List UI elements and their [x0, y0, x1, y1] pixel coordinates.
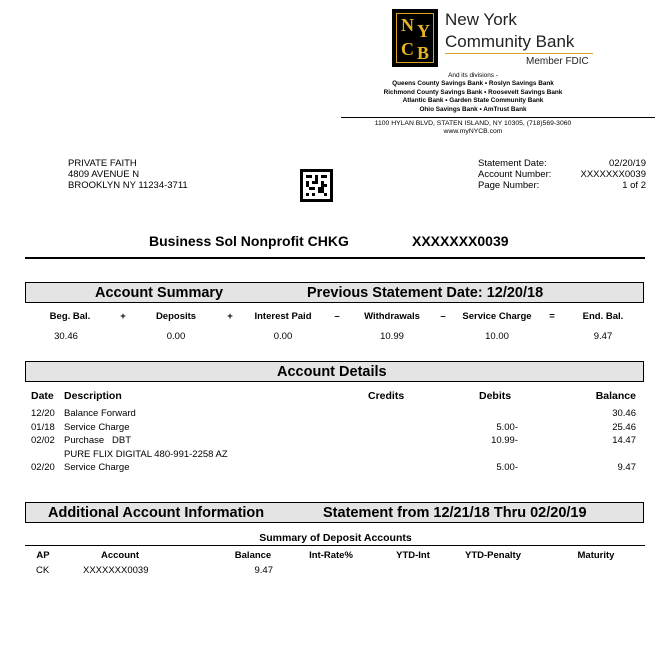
summary-operator: – [334, 311, 340, 322]
divisions-header: And its divisions - [448, 72, 498, 79]
col-header-debits: Debits [479, 390, 512, 402]
page-number-row [478, 180, 646, 191]
account-details-bar [25, 361, 644, 382]
bank-address-block [343, 120, 603, 136]
summary-operator: + [120, 311, 126, 322]
service-charge-total: 10.00 [485, 331, 509, 342]
statement-period: Statement from 12/21/18 Thru 02/20/19 [323, 505, 587, 521]
statement-date-row [478, 158, 646, 169]
row-debit: 5.00- [496, 422, 518, 433]
row-date: 12/20 [31, 408, 55, 419]
col-header-credits: Credits [368, 390, 405, 402]
bank-name-line1: New York [445, 10, 517, 29]
member-fdic: Member FDIC [526, 56, 589, 67]
meta-label: Statement Date: [478, 158, 547, 169]
meta-label: Page Number: [478, 180, 540, 191]
interest-paid: 0.00 [273, 331, 293, 342]
header-divider [341, 117, 655, 118]
meta-label: Account Number: [478, 169, 552, 180]
row-balance: 25.46 [612, 422, 636, 433]
deposit-summary-divider [25, 545, 645, 546]
bank-address: 1100 HYLAN BLVD, STATEN ISLAND, NY 10305, (718)569-3060 [374, 120, 572, 127]
logo-letter-b: B [417, 43, 430, 63]
row-description: Service Charge [64, 462, 130, 473]
row-date: 01/18 [31, 422, 55, 433]
withdrawals-total: 10.99 [380, 331, 404, 342]
account-number: XXXXXXX0039 [412, 233, 509, 249]
meta-value: XXXXXXX0039 [580, 169, 646, 180]
row-balance: 14.47 [612, 435, 636, 446]
ending-balance: 9.47 [593, 331, 613, 342]
logo-letter-n: N [401, 15, 414, 35]
summary-header: Interest Paid [254, 311, 312, 322]
division-line: Queens County Savings Bank • Roslyn Savings Bank [392, 80, 554, 88]
dep-header-balance: Balance [234, 550, 272, 561]
dep-header-int-rate: Int-Rate% [309, 550, 353, 561]
account-details-title: Account Details [277, 364, 387, 380]
bank-divisions [343, 72, 603, 114]
row-debit: 10.99- [491, 435, 518, 446]
row-merchant-detail: PURE FLIX DIGITAL 480-991-2258 AZ [64, 449, 228, 460]
account-summary-title: Account Summary [95, 285, 224, 301]
col-header-date: Date [31, 390, 54, 402]
summary-header: Service Charge [462, 311, 532, 322]
logo-letter-c: C [401, 39, 414, 59]
col-header-description: Description [64, 390, 122, 402]
row-description: Balance Forward [64, 408, 136, 419]
summary-operator: + [227, 311, 233, 322]
summary-operator: – [440, 311, 446, 322]
dep-row-balance: 9.47 [254, 565, 273, 576]
summary-header: Beg. Bal. [49, 311, 91, 322]
summary-header: Deposits [155, 311, 197, 322]
division-line: Atlantic Bank • Garden State Community Bank [402, 97, 544, 105]
account-number-row [478, 169, 646, 180]
dep-header-ytd-int: YTD-Int [396, 550, 430, 561]
logo-letter-y: Y [417, 21, 430, 41]
dep-header-ytd-penalty: YTD-Penalty [465, 550, 521, 561]
row-date: 02/02 [31, 435, 55, 446]
row-balance: 30.46 [612, 408, 636, 419]
dep-header-ap: AP [36, 550, 50, 561]
summary-operator: = [549, 311, 555, 322]
col-header-balance: Balance [595, 390, 636, 402]
bank-name-underline [445, 53, 593, 54]
row-date: 02/20 [31, 462, 55, 473]
deposit-summary-title: Summary of Deposit Accounts [259, 532, 412, 544]
dep-row-account: XXXXXXX0039 [83, 565, 149, 576]
barcode-icon [300, 169, 333, 202]
dep-header-maturity: Maturity [577, 550, 615, 561]
summary-header: Withdrawals [364, 311, 420, 322]
statement-meta [478, 158, 646, 191]
meta-value: 02/20/19 [609, 158, 646, 169]
deposits-total: 0.00 [166, 331, 186, 342]
row-description: Purchase DBT [64, 435, 132, 446]
customer-city: BROOKLYN NY 11234-3711 [68, 180, 188, 191]
bank-name-line2: Community Bank [445, 32, 575, 51]
additional-info-bar [25, 502, 644, 523]
division-line: Ohio Savings Bank • AmTrust Bank [419, 105, 527, 113]
dep-header-account: Account [101, 550, 139, 561]
row-balance: 9.47 [617, 462, 636, 473]
account-summary-bar [25, 282, 644, 303]
title-divider [25, 257, 645, 259]
dep-row-ap: CK [36, 565, 50, 576]
meta-value: 1 of 2 [622, 180, 646, 191]
account-type: Business Sol Nonprofit CHKG [149, 233, 349, 249]
customer-street: 4809 AVENUE N [68, 169, 140, 180]
bank-logo-letters [396, 13, 434, 63]
additional-info-title: Additional Account Information [48, 505, 265, 521]
previous-statement-date: Previous Statement Date: 12/20/18 [307, 285, 544, 301]
division-line: Richmond County Savings Bank • Roosevelt Savings Bank [383, 88, 563, 96]
customer-name: PRIVATE FAITH [68, 158, 137, 169]
row-debit: 5.00- [496, 462, 518, 473]
beginning-balance: 30.46 [54, 331, 78, 342]
bank-website[interactable]: www.myNYCB.com [443, 128, 503, 135]
row-description: Service Charge [64, 422, 130, 433]
summary-header: End. Bal. [582, 311, 624, 322]
customer-address [68, 158, 188, 191]
